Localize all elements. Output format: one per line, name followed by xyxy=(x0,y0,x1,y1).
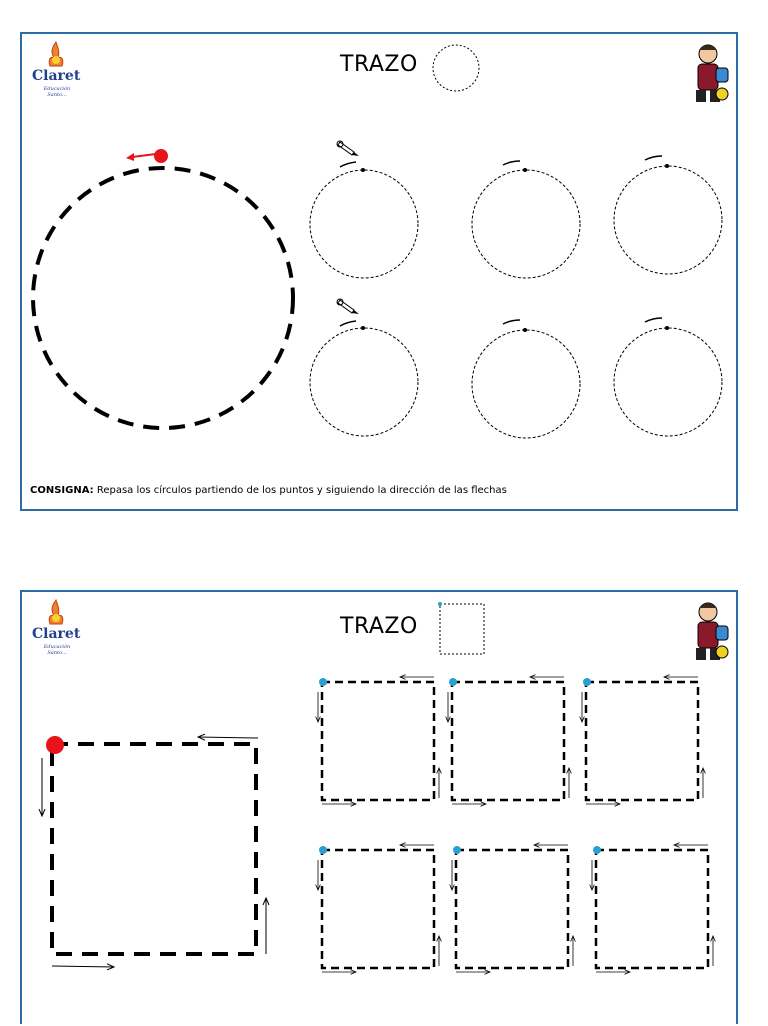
arrow-top xyxy=(198,737,258,738)
logo-text: Claret xyxy=(32,68,81,84)
logo-tagline: Educación Santo... xyxy=(43,644,71,656)
instruction-body: Repasa los círculos partiendo de los puntos y siguiendo la dirección de las flechas xyxy=(96,485,507,496)
page-title: TRAZO xyxy=(340,614,418,639)
large-tracing-circle[interactable] xyxy=(33,168,293,428)
instruction-label: CONSIGNA: xyxy=(30,485,94,496)
small-circle-6[interactable] xyxy=(614,318,722,436)
page-title: TRAZO xyxy=(340,52,418,77)
worksheet-circles xyxy=(20,32,738,511)
small-square-5[interactable] xyxy=(452,845,573,972)
start-dot xyxy=(46,736,64,754)
title-square-sample xyxy=(440,604,484,654)
start-dot xyxy=(154,149,168,163)
worksheet-squares xyxy=(20,590,738,1024)
instruction-text xyxy=(30,485,507,496)
small-square-4[interactable] xyxy=(318,845,439,972)
small-circle-4[interactable] xyxy=(310,321,418,436)
logo-tagline: Educación Santo... xyxy=(43,86,71,98)
small-circle-1[interactable] xyxy=(310,162,418,278)
square-tracing-area xyxy=(22,592,740,1026)
large-tracing-square[interactable] xyxy=(52,744,256,954)
title-square-dot xyxy=(438,602,442,606)
circle-tracing-area xyxy=(22,34,740,513)
arrow-bottom xyxy=(52,966,114,967)
arrow-head xyxy=(126,153,134,161)
logo-text: Claret xyxy=(32,626,81,642)
small-circle-2[interactable] xyxy=(472,161,580,278)
small-square-3[interactable] xyxy=(582,677,703,804)
small-circle-3[interactable] xyxy=(614,156,722,274)
title-circle-sample xyxy=(433,45,479,91)
pencil-icon xyxy=(337,299,359,314)
direction-arrow xyxy=(132,154,156,157)
small-square-1[interactable] xyxy=(318,677,439,804)
small-circle-5[interactable] xyxy=(472,320,580,438)
small-square-2[interactable] xyxy=(448,677,569,804)
pencil-icon xyxy=(337,141,359,156)
small-square-6[interactable] xyxy=(592,845,713,972)
